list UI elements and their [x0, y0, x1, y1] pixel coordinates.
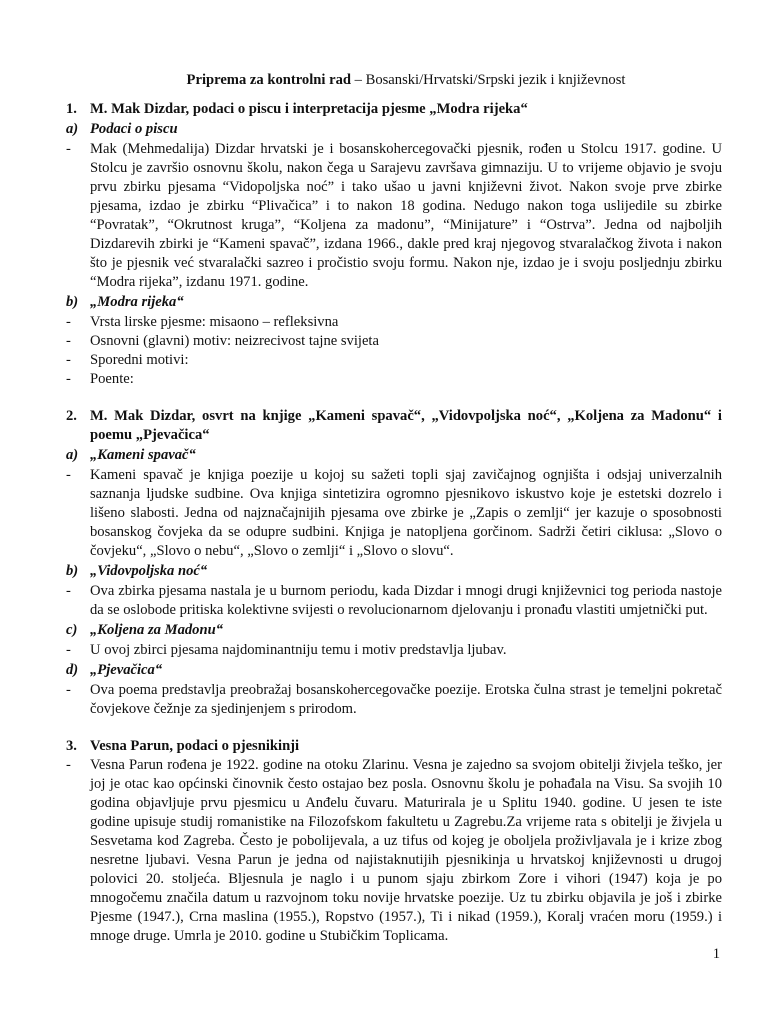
list-item [66, 756, 722, 946]
bullet-dash: - [66, 333, 71, 349]
bullet-dash: - [66, 314, 71, 330]
list-item [66, 313, 722, 332]
section-2-heading [66, 407, 722, 445]
bullet-dash: - [66, 352, 71, 368]
subsection-2a [66, 446, 722, 465]
subsection-letter: d) [66, 662, 79, 678]
list-item-text: Osnovni (glavni) motiv: neizrecivost tajne svijeta [90, 333, 379, 349]
list-item [66, 582, 722, 620]
section-number: 1. [66, 101, 77, 117]
bullet-dash: - [66, 642, 71, 658]
subsection-1a [66, 120, 722, 139]
list-item-text: U ovoj zbirci pjesama najdominantniju temu i motiv predstavlja ljubav. [90, 642, 507, 658]
section-number: 2. [66, 408, 77, 424]
section-number: 3. [66, 738, 77, 754]
subsection-title: „Pjevačica“ [90, 662, 163, 678]
subsection-title: „Kameni spavač“ [90, 447, 196, 463]
list-item [66, 641, 722, 660]
list-item-text: Vrsta lirske pjesme: misaono – refleksivna [90, 314, 339, 330]
list-item [66, 140, 722, 292]
list-item-text: Kameni spavač je knjiga poezije u kojoj su sažeti topli sjaj zavičajnog ognjišta i odsjaj univerzalnih saznanja ljudske sudbine. Ova knjiga sintetizira ogromno pjesnikovo iskustvo koje je estetski dozrelo i lišeno slabosti. Jedna od najznačajnijih pjesama ove zbirke je „Zapis o zemlji“ jer kazuje o sposobnosti bosanskog čovjeka da se odupre sudbini. Knjiga je natopljena gorčinom. Sadrži četiri ciklusa: „Slovo o čovjeku“, „Slovo o nebu“, „Slovo o zemlji“ i „Slovo o slovu“. [90, 467, 722, 559]
list-item [66, 351, 722, 370]
section-3-heading [66, 737, 722, 756]
list-item-text: Ova zbirka pjesama nastala je u burnom periodu, kada Dizdar i mnogi drugi književnici tog perioda nastoje da se oslobode pritiska kolektivne svijesti o revolucionarnom djelovanju i pronađu vlastiti umjetnički put. [90, 583, 722, 618]
bullet-dash: - [66, 583, 71, 599]
subsection-2b [66, 562, 722, 581]
list-item [66, 466, 722, 561]
bullet-dash: - [66, 757, 71, 773]
subsection-letter: a) [66, 121, 79, 137]
subsection-1b [66, 293, 722, 312]
list-item-text: Sporedni motivi: [90, 352, 189, 368]
document-title [66, 71, 722, 90]
bullet-dash: - [66, 371, 71, 387]
subsection-letter: b) [66, 294, 79, 310]
section-title: M. Mak Dizdar, osvrt na knjige „Kameni spavač“, „Vidovpoljska noć“, „Koljena za Madonu“ i poemu „Pjevačica“ [90, 408, 722, 443]
section-title: Vesna Parun, podaci o pjesnikinji [90, 738, 300, 754]
title-rest: – Bosanski/Hrvatski/Srpski jezik i književnost [351, 72, 626, 88]
list-item-text: Ova poema predstavlja preobražaj bosanskohercegovačke poezije. Erotska čulna strast je temeljni pokretač čovjekove čežnje za sjedinjenjem s prirodom. [90, 682, 722, 717]
subsection-title: „Modra rijeka“ [90, 294, 184, 310]
page-number: 1 [712, 946, 720, 962]
subsection-letter: c) [66, 622, 78, 638]
list-item [66, 370, 722, 389]
subsection-title: „Koljena za Madonu“ [90, 622, 223, 638]
section-title: M. Mak Dizdar, podaci o piscu i interpretacija pjesme „Modra rijeka“ [90, 101, 528, 117]
subsection-title: „Vidovpoljska noć“ [90, 563, 208, 579]
bullet-dash: - [66, 467, 71, 483]
list-item-text: Vesna Parun rođena je 1922. godine na otoku Zlarinu. Vesna je zajedno sa svojom obitelji živjela teško, jer joj je otac kao općinski činovnik često ostajao bez posla. Osnovnu školu je pohađala na Visu. Sa svojih 10 godina objavljuje prvu pjesmicu u Anđelu čuvaru. Maturirala je u Splitu 1940. godine. U jesen te iste godine upisuje studij romanistike na Filozofskom fakultetu u Zagrebu.Za vrijeme rata s obitelji je živjela u Sesvetama kod Zagreba. Često je pobolijevala, a uz tifus od kojeg je oboljela proživljavala je i krize zbog nesretne ljubavi. Vesna Parun je jedna od najistaknutijih pjesnikinja u hrvatskoj književnosti u drugoj polovici 20. stoljeća. Bljesnula je naglo i u punom sjaju zbirkom Zore i vihori (1947) koja je po mnogočemu značila datum u razvojnom toku novije hrvatske poezije. Uz tu zbirku objavila je još i zbirke Pjesme (1947.), Crna maslina (1955.), Ropstvo (1957.), Ti i nikad (1959.), Koralj vraćen moru (1959.) i mnoge druge. Umrla je 2010. godine u Stubičkim Toplicama. [90, 757, 722, 944]
list-item-text: Poente: [90, 371, 134, 387]
subsection-2d [66, 661, 722, 680]
bullet-dash: - [66, 682, 71, 698]
subsection-letter: b) [66, 563, 79, 579]
bullet-dash: - [66, 141, 71, 157]
list-item-text: Mak (Mehmedalija) Dizdar hrvatski je i bosanskohercegovački pjesnik, rođen u Stolcu 1917. godine. U Stolcu je završio osnovnu školu, nakon čega u Sarajevu završava gimnaziju. U to vrijeme objavio je svoju prvu zbirku pjesama “Vidopoljska noć” i tako ušao u javni književni život. Nakon svoje prve zbirke pjesama, izdao je zbirku “Plivačica” i to nakon 18 godina. Nedugo nakon toga uslijedile su zbirke “Povratak”, “Okrutnost kruga”, “Koljena za madonu”, “Minijature” i “Ostrva”. Jedna od najboljih Dizdarevih zbirki je “Kameni spavač”, izdana 1966., dakle pred kraj njegovog stvaralačkog života i nakon što je pjesnik već stvaralački sazreo i pročistio svoju formu. Nakon nje, izdao je i svoju posljednju zbirku “Modra rijeka”, izdanu 1971. godine. [90, 141, 722, 290]
spacer [66, 719, 722, 737]
document-page [66, 71, 722, 946]
section-1-heading [66, 100, 722, 119]
list-item [66, 332, 722, 351]
subsection-letter: a) [66, 447, 79, 463]
list-item [66, 681, 722, 719]
spacer [66, 389, 722, 407]
subsection-title: Podaci o piscu [90, 121, 178, 137]
title-bold: Priprema za kontrolni rad [186, 72, 351, 88]
subsection-2c [66, 621, 722, 640]
